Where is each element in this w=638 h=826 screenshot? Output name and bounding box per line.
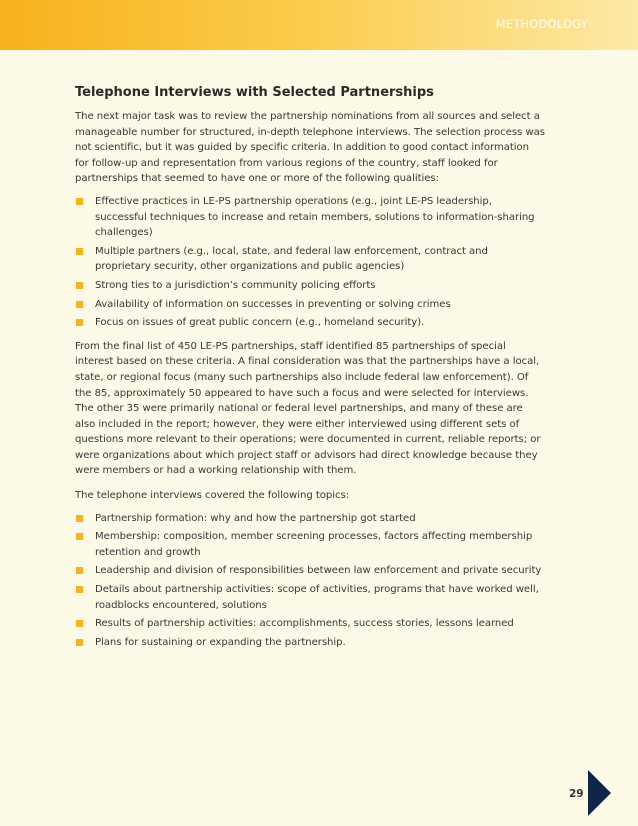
list-item: Availability of information on successes in preventing or solving crimes [75, 297, 545, 313]
square-bullet-icon [76, 515, 83, 522]
topics-list [75, 511, 545, 651]
square-bullet-icon [76, 586, 83, 593]
square-bullet-icon [76, 639, 83, 646]
list-item: Plans for sustaining or expanding the partnership. [75, 635, 545, 651]
list-item: Focus on issues of great public concern (e.g., homeland security). [75, 315, 545, 331]
topics-intro: The telephone interviews covered the following topics: [75, 490, 350, 502]
list-item: Partnership formation: why and how the partnership got started [75, 511, 545, 527]
square-bullet-icon [76, 319, 83, 326]
square-bullet-icon [76, 248, 83, 255]
list-item: Leadership and division of responsibilities between law enforcement and private security [75, 563, 545, 579]
square-bullet-icon [76, 198, 83, 205]
square-bullet-icon [76, 620, 83, 627]
list-item: Multiple partners (e.g., local, state, and federal law enforcement, contract and proprietary security, other organizations and public agencies) [75, 244, 545, 275]
qualities-list [75, 194, 545, 331]
section-title: Telephone Interviews with Selected Partnerships [75, 85, 434, 100]
selection-paragraph: From the final list of 450 LE-PS partnerships, staff identified 85 partnerships of special interest based on these criteria. A final consideration was that the partnerships have a local, state, or regional focus (many such partnerships also include federal law enforcement). Of the 85, approximately 50 appeared to have such a focus and were selected for interviews. The other 35 were primarily national or federal level partnerships, and many of these are also included in the report; however, they were either interviewed using different sets of questions more relevant to their operations; were documented in current, reliable reports; or were organizations about which project staff or advisors had direct knowledge because they were members or had a working relationship with them. [75, 340, 541, 477]
list-item: Membership: composition, member screening processes, factors affecting membership retention and growth [75, 529, 545, 560]
page-number: 29 [569, 788, 584, 800]
list-item: Results of partnership activities: accomplishments, success stories, lessons learned [75, 616, 545, 632]
square-bullet-icon [76, 533, 83, 540]
header-band [0, 0, 638, 50]
section-label: METHODOLOGY [495, 17, 588, 31]
list-item: Details about partnership activities: scope of activities, programs that have worked well, roadblocks encountered, solutions [75, 582, 545, 613]
next-page-arrow-icon [588, 770, 611, 816]
square-bullet-icon [76, 567, 83, 574]
list-item: Strong ties to a jurisdiction’s community policing efforts [75, 278, 545, 294]
square-bullet-icon [76, 301, 83, 308]
intro-paragraph: The next major task was to review the partnership nominations from all sources and select a manageable number for structured, in-depth telephone interviews. The selection process was not scientific, but it was guided by specific criteria. In addition to good contact information for follow-up and representation from various regions of the country, staff looked for partnerships that seemed to have one or more of the following qualities: [75, 111, 545, 185]
square-bullet-icon [76, 282, 83, 289]
main-content [75, 85, 545, 658]
list-item: Effective practices in LE-PS partnership operations (e.g., joint LE-PS leadership, successful techniques to increase and retain members, solutions to information-sharing challenges) [75, 194, 545, 241]
